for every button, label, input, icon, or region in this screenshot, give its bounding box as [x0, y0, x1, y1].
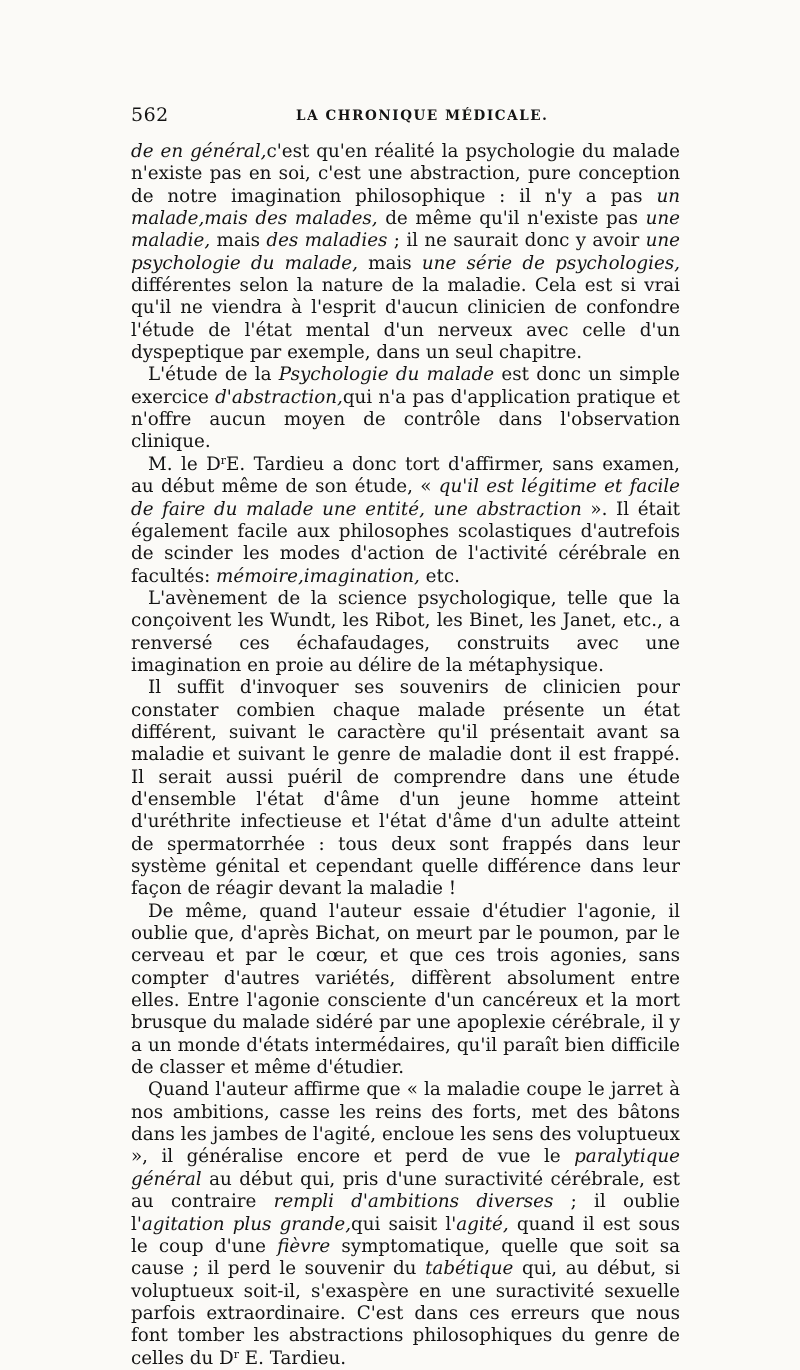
italic-phrase: une série de psychologies,	[421, 252, 680, 274]
italic-phrase: fièvre	[277, 1235, 331, 1257]
text-run: E. Tardieu.	[238, 1347, 347, 1369]
page-header	[131, 104, 680, 130]
text-run: De même, quand l'auteur essaie d'étudier l'agonie, il oublie que, d'après Bichat, on meurt par le poumon, par le cerveau et par le cœur, et que ces trois agonies, sans compter d'autres variétés, diffèrent absolument entre elles. Entre l'agonie consciente d'un cancéreux et la mort brusque du malade sidéré par une apoplexie cérébrale, il y a un monde d'états intermédaires, qu'il paraît bien difficile de classer et même d'étudier.	[131, 900, 680, 1079]
paragraph	[131, 901, 680, 1080]
italic-phrase: rempli d'ambitions diverses	[273, 1191, 554, 1213]
italic-phrase: un malade,mais des malades,	[131, 185, 680, 230]
text-run: ; il oublie l'	[131, 1191, 681, 1235]
text-run: qui saisit l'	[351, 1213, 457, 1235]
text-run: M. le D	[148, 453, 221, 475]
italic-phrase: de en général,	[131, 141, 267, 162]
text-run: L'étude de la	[148, 364, 279, 386]
text-run: qui n'a pas d'application pratique et n'offre aucun moyen de contrôle dans l'observation clinique.	[131, 386, 680, 453]
italic-phrase: paralytique général	[131, 1146, 680, 1190]
text-run: symptomatique, quelle que soit sa cause ; il perd le souvenir du	[131, 1235, 680, 1280]
text-run: Il suffit d'invoquer ses souvenirs de clinicien pour constater combien chaque malade présente un état différent, suivant le caractère qu'il présentait avant sa maladie et suivant le genre de maladie dont il est frappé. Il serait aussi puéril de comprendre dans une étude d'ensemble l'état d'âme d'un jeune homme atteint d'uréthrite infectieuse et l'état d'âme d'un adulte atteint de spermatorrhée : tous deux sont frappés dans leur système génital et cependant quelle différence dans leur façon de réagir devant la maladie !	[131, 677, 680, 900]
italic-phrase: d'abstraction,	[215, 386, 343, 408]
text-run: E. Tardieu a donc tort d'affirmer, sans examen, au début même de son étude, «	[131, 453, 680, 498]
text-run: c'est qu'en réalité la psychologie du malade n'existe pas en soi, c'est une abstraction, pure conception de notre imagination philosophique : il n'y a pas	[131, 141, 680, 207]
italic-phrase: des maladies	[266, 230, 388, 252]
text-run: quand il est sous le coup d'une	[131, 1213, 680, 1257]
italic-phrase: tabétique	[425, 1258, 514, 1280]
text-run: Quand l'auteur affirme que « la maladie coupe le jarret à nos ambitions, casse les reins des forts, met des bâtons dans les jambes de l'agité, encloue les sens des voluptueux », il généralise encore et perd de vue le	[131, 1079, 680, 1168]
text-run: ; il ne saurait donc y avoir	[387, 230, 646, 252]
text-run: ». Il était également facile aux philosophes scolastiques d'autrefois de scinder les modes d'action de l'activité cérébrale en facultés:	[131, 498, 680, 587]
page-number: 562	[131, 104, 169, 126]
italic-phrase: agité,	[456, 1213, 509, 1235]
article-body	[131, 141, 680, 1370]
text-run: etc.	[419, 565, 460, 587]
text-run: au début qui, pris d'une suractivité cérébrale, est au contraire	[131, 1168, 680, 1213]
text-run: de même qu'il n'existe pas	[377, 208, 646, 230]
italic-phrase: Psychologie du malade	[278, 364, 495, 386]
superscript: r	[220, 453, 226, 467]
text-run: qui, au début, si voluptueux soit-il, s'exaspère en une suractivité sexuelle parfois extraordinaire. C'est dans ces erreurs que nous font tomber les abstractions philosophiques du genre de celles du D	[131, 1258, 681, 1369]
italic-phrase: une psychologie du malade,	[131, 230, 680, 274]
text-run: différentes selon la nature de la maladie. Cela est si vrai qu'il ne viendra à l'esprit d'aucun clinicien de confondre l'étude de l'état mental d'un nerveux avec celle d'un dyspeptique par exemple, dans un seul chapitre.	[131, 275, 680, 364]
italic-phrase: agitation plus grande,	[141, 1213, 352, 1235]
paragraph	[131, 454, 680, 588]
text-run: est donc un simple exercice	[131, 364, 681, 408]
paragraph	[131, 588, 680, 677]
text-run: mais	[210, 230, 267, 252]
paragraph	[131, 1079, 680, 1369]
italic-phrase: qu'il est légitime et facile de faire du malade une entité, une abstraction	[131, 476, 680, 520]
text-run: mais	[357, 252, 422, 274]
paragraph	[131, 141, 680, 364]
italic-phrase: une maladie,	[131, 208, 680, 252]
italic-phrase: mémoire,imagination,	[216, 565, 420, 587]
paragraph	[131, 677, 680, 900]
superscript: r	[233, 1347, 239, 1361]
running-title: LA CHRONIQUE MÉDICALE.	[296, 108, 549, 124]
paragraph	[131, 364, 680, 453]
text-run: L'avènement de la science psychologique, telle que la conçoivent les Wundt, les Ribot, les Binet, les Janet, etc., a renversé ces échafaudages, construits avec une imagination en proie au délire de la métaphysique.	[131, 587, 680, 676]
